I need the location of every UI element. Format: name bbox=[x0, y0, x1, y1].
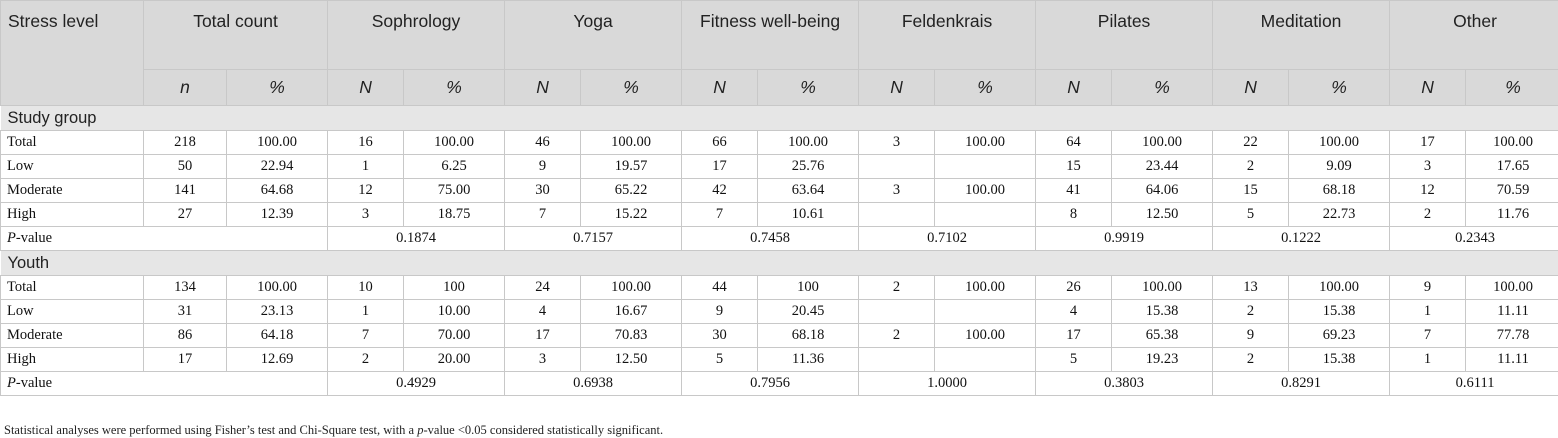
table-cell: 17 bbox=[1036, 324, 1112, 348]
subheader-percent: % bbox=[404, 70, 505, 106]
subheader-count: N bbox=[859, 70, 935, 106]
table-cell: 13 bbox=[1213, 276, 1289, 300]
table-cell: 15.38 bbox=[1112, 300, 1213, 324]
table-cell: 86 bbox=[144, 324, 227, 348]
pvalue-row bbox=[1, 227, 1558, 251]
table-cell: 12.69 bbox=[227, 348, 328, 372]
table-cell: 64.68 bbox=[227, 179, 328, 203]
table-cell: 68.18 bbox=[758, 324, 859, 348]
table-cell: 65.38 bbox=[1112, 324, 1213, 348]
table-cell: 4 bbox=[1036, 300, 1112, 324]
table-cell: 2 bbox=[328, 348, 404, 372]
table-row bbox=[1, 348, 1558, 372]
table-row bbox=[1, 131, 1558, 155]
table-cell: 1 bbox=[328, 155, 404, 179]
table-cell: 64 bbox=[1036, 131, 1112, 155]
subheader-count: N bbox=[505, 70, 581, 106]
subheader-percent: % bbox=[935, 70, 1036, 106]
header-meditation: Meditation bbox=[1213, 1, 1390, 70]
table-cell: 100.00 bbox=[935, 131, 1036, 155]
subheader-count: N bbox=[1390, 70, 1466, 106]
table-cell: 3 bbox=[328, 203, 404, 227]
table-cell: 7 bbox=[682, 203, 758, 227]
footnote-text-after: -value <0.05 considered statistically significant. bbox=[423, 423, 664, 437]
pvalue-label-rest: -value bbox=[15, 375, 53, 391]
table-cell: 3 bbox=[859, 131, 935, 155]
table-cell: 24 bbox=[505, 276, 581, 300]
pvalue-cell: 0.1222 bbox=[1213, 227, 1390, 251]
table-cell: 3 bbox=[859, 179, 935, 203]
table-cell: 25.76 bbox=[758, 155, 859, 179]
table-cell: 12.50 bbox=[1112, 203, 1213, 227]
table-cell: 11.11 bbox=[1466, 300, 1558, 324]
table-cell: 30 bbox=[505, 179, 581, 203]
header-stress-level: Stress level bbox=[1, 1, 144, 106]
table-cell: 1 bbox=[1390, 300, 1466, 324]
table-cell: 2 bbox=[859, 324, 935, 348]
table-cell: 2 bbox=[1213, 300, 1289, 324]
table-cell: 26 bbox=[1036, 276, 1112, 300]
table-cell: 134 bbox=[144, 276, 227, 300]
table-cell bbox=[859, 348, 935, 372]
pvalue-cell: 0.7102 bbox=[859, 227, 1036, 251]
table-cell: 64.18 bbox=[227, 324, 328, 348]
subheader-percent: % bbox=[758, 70, 859, 106]
table-cell: 44 bbox=[682, 276, 758, 300]
table-cell: 2 bbox=[859, 276, 935, 300]
subheader-count: n bbox=[144, 70, 227, 106]
table-cell: 20.00 bbox=[404, 348, 505, 372]
table-cell: 218 bbox=[144, 131, 227, 155]
table-cell: 41 bbox=[1036, 179, 1112, 203]
table-cell: 100.00 bbox=[404, 131, 505, 155]
table-cell: 15 bbox=[1036, 155, 1112, 179]
table-cell: 100.00 bbox=[581, 276, 682, 300]
table-cell: 4 bbox=[505, 300, 581, 324]
row-label: Low bbox=[1, 155, 144, 179]
table-cell: 100.00 bbox=[581, 131, 682, 155]
subheader-percent: % bbox=[1112, 70, 1213, 106]
pvalue-label-rest: -value bbox=[15, 230, 53, 246]
table-cell: 5 bbox=[1036, 348, 1112, 372]
table-cell bbox=[859, 155, 935, 179]
subheader-percent: % bbox=[581, 70, 682, 106]
table-cell: 19.23 bbox=[1112, 348, 1213, 372]
table-cell: 5 bbox=[682, 348, 758, 372]
pvalue-cell: 0.7956 bbox=[682, 372, 859, 396]
table-cell bbox=[935, 203, 1036, 227]
pvalue-cell: 0.7458 bbox=[682, 227, 859, 251]
table-cell: 23.13 bbox=[227, 300, 328, 324]
pvalue-label bbox=[1, 227, 328, 251]
row-label: High bbox=[1, 348, 144, 372]
table-cell: 15 bbox=[1213, 179, 1289, 203]
table-cell: 100 bbox=[404, 276, 505, 300]
table-cell: 12.50 bbox=[581, 348, 682, 372]
pvalue-cell: 0.3803 bbox=[1036, 372, 1213, 396]
table-cell: 2 bbox=[1213, 155, 1289, 179]
table-cell: 12 bbox=[328, 179, 404, 203]
header-sophrology: Sophrology bbox=[328, 1, 505, 70]
table-cell: 100.00 bbox=[227, 131, 328, 155]
table-cell: 10.61 bbox=[758, 203, 859, 227]
table-cell: 100.00 bbox=[935, 324, 1036, 348]
table-cell: 17 bbox=[144, 348, 227, 372]
table-cell: 7 bbox=[1390, 324, 1466, 348]
table-cell: 19.57 bbox=[581, 155, 682, 179]
table-cell: 23.44 bbox=[1112, 155, 1213, 179]
header-pilates: Pilates bbox=[1036, 1, 1213, 70]
table-cell: 50 bbox=[144, 155, 227, 179]
subheader-percent: % bbox=[1289, 70, 1390, 106]
pvalue-cell: 0.7157 bbox=[505, 227, 682, 251]
table-cell: 27 bbox=[144, 203, 227, 227]
footnote-text-before: Statistical analyses were performed using Fisher’s test and Chi-Square test, with a bbox=[4, 423, 418, 437]
table-cell: 9.09 bbox=[1289, 155, 1390, 179]
table-cell: 11.11 bbox=[1466, 348, 1558, 372]
table-cell: 1 bbox=[328, 300, 404, 324]
table-cell: 7 bbox=[505, 203, 581, 227]
table-cell: 100.00 bbox=[1112, 131, 1213, 155]
header-other: Other bbox=[1390, 1, 1558, 70]
table-cell: 12.39 bbox=[227, 203, 328, 227]
table-cell: 9 bbox=[505, 155, 581, 179]
table-cell: 8 bbox=[1036, 203, 1112, 227]
table-cell: 70.00 bbox=[404, 324, 505, 348]
subheader-count: N bbox=[1036, 70, 1112, 106]
table-cell: 5 bbox=[1213, 203, 1289, 227]
table-cell: 15.38 bbox=[1289, 300, 1390, 324]
table-cell: 17 bbox=[1390, 131, 1466, 155]
table-cell: 17 bbox=[682, 155, 758, 179]
table-cell bbox=[935, 155, 1036, 179]
table-row bbox=[1, 203, 1558, 227]
subheader-percent: % bbox=[227, 70, 328, 106]
table-row bbox=[1, 155, 1558, 179]
table-cell: 3 bbox=[1390, 155, 1466, 179]
table-cell: 12 bbox=[1390, 179, 1466, 203]
table-cell: 75.00 bbox=[404, 179, 505, 203]
table-cell: 100.00 bbox=[935, 276, 1036, 300]
table-row bbox=[1, 324, 1558, 348]
table-row bbox=[1, 276, 1558, 300]
table-cell: 3 bbox=[505, 348, 581, 372]
table-cell: 46 bbox=[505, 131, 581, 155]
table-cell bbox=[859, 203, 935, 227]
pvalue-cell: 0.6111 bbox=[1390, 372, 1558, 396]
table-cell: 11.76 bbox=[1466, 203, 1558, 227]
table-cell: 68.18 bbox=[1289, 179, 1390, 203]
table-cell: 10 bbox=[328, 276, 404, 300]
table-cell: 22.73 bbox=[1289, 203, 1390, 227]
table-cell bbox=[935, 300, 1036, 324]
table-body bbox=[1, 106, 1558, 396]
table-cell: 100.00 bbox=[1466, 276, 1558, 300]
table-cell: 2 bbox=[1213, 348, 1289, 372]
table-cell: 64.06 bbox=[1112, 179, 1213, 203]
table-cell: 42 bbox=[682, 179, 758, 203]
row-label: High bbox=[1, 203, 144, 227]
table-cell: 31 bbox=[144, 300, 227, 324]
table-cell: 100.00 bbox=[1112, 276, 1213, 300]
footnote bbox=[4, 423, 663, 438]
table-cell: 100.00 bbox=[227, 276, 328, 300]
section-title: Study group bbox=[1, 106, 1558, 131]
table-cell: 17 bbox=[505, 324, 581, 348]
table-row bbox=[1, 300, 1558, 324]
header-yoga: Yoga bbox=[505, 1, 682, 70]
table-cell: 1 bbox=[1390, 348, 1466, 372]
table-cell: 70.83 bbox=[581, 324, 682, 348]
table-cell: 2 bbox=[1390, 203, 1466, 227]
table-cell: 9 bbox=[682, 300, 758, 324]
footnote-text-italic: p bbox=[417, 423, 424, 437]
row-label: Total bbox=[1, 131, 144, 155]
row-label: Moderate bbox=[1, 179, 144, 203]
table-cell: 10.00 bbox=[404, 300, 505, 324]
subheader-count: N bbox=[328, 70, 404, 106]
table-cell: 22 bbox=[1213, 131, 1289, 155]
row-label: Low bbox=[1, 300, 144, 324]
table-cell: 100.00 bbox=[935, 179, 1036, 203]
table-cell: 141 bbox=[144, 179, 227, 203]
header-feldenkrais: Feldenkrais bbox=[859, 1, 1036, 70]
pvalue-cell: 1.0000 bbox=[859, 372, 1036, 396]
header-total-count: Total count bbox=[144, 1, 328, 70]
table-cell: 9 bbox=[1213, 324, 1289, 348]
table-cell: 70.59 bbox=[1466, 179, 1558, 203]
pvalue-cell: 0.9919 bbox=[1036, 227, 1213, 251]
table-cell: 69.23 bbox=[1289, 324, 1390, 348]
table-cell: 15.38 bbox=[1289, 348, 1390, 372]
table-row bbox=[1, 179, 1558, 203]
pvalue-label-italic: P bbox=[7, 375, 16, 391]
pvalue-label bbox=[1, 372, 328, 396]
table-cell: 100 bbox=[758, 276, 859, 300]
pvalue-cell: 0.8291 bbox=[1213, 372, 1390, 396]
subheader-count: N bbox=[682, 70, 758, 106]
pvalue-cell: 0.1874 bbox=[328, 227, 505, 251]
table-cell: 100.00 bbox=[758, 131, 859, 155]
table-cell: 7 bbox=[328, 324, 404, 348]
table-cell: 30 bbox=[682, 324, 758, 348]
table-cell: 18.75 bbox=[404, 203, 505, 227]
row-label: Moderate bbox=[1, 324, 144, 348]
table-cell: 6.25 bbox=[404, 155, 505, 179]
table-cell: 100.00 bbox=[1289, 131, 1390, 155]
table-cell: 20.45 bbox=[758, 300, 859, 324]
table-cell: 16.67 bbox=[581, 300, 682, 324]
table-cell: 15.22 bbox=[581, 203, 682, 227]
table-cell: 100.00 bbox=[1289, 276, 1390, 300]
row-label: Total bbox=[1, 276, 144, 300]
section-row bbox=[1, 106, 1558, 131]
table-cell: 77.78 bbox=[1466, 324, 1558, 348]
table-cell: 9 bbox=[1390, 276, 1466, 300]
subheader-count: N bbox=[1213, 70, 1289, 106]
pvalue-cell: 0.2343 bbox=[1390, 227, 1558, 251]
pvalue-label-italic: P bbox=[7, 230, 16, 246]
pvalue-row bbox=[1, 372, 1558, 396]
header-fitness-well-being: Fitness well-being bbox=[682, 1, 859, 70]
table-cell: 16 bbox=[328, 131, 404, 155]
pvalue-cell: 0.4929 bbox=[328, 372, 505, 396]
table-cell: 11.36 bbox=[758, 348, 859, 372]
table-cell bbox=[859, 300, 935, 324]
section-title: Youth bbox=[1, 251, 1558, 276]
table-cell: 100.00 bbox=[1466, 131, 1558, 155]
table-cell: 63.64 bbox=[758, 179, 859, 203]
table-cell: 65.22 bbox=[581, 179, 682, 203]
table-header bbox=[1, 1, 1558, 106]
table-cell: 66 bbox=[682, 131, 758, 155]
pvalue-cell: 0.6938 bbox=[505, 372, 682, 396]
table-cell: 17.65 bbox=[1466, 155, 1558, 179]
table-cell: 22.94 bbox=[227, 155, 328, 179]
subheader-percent: % bbox=[1466, 70, 1558, 106]
section-row bbox=[1, 251, 1558, 276]
table-cell bbox=[935, 348, 1036, 372]
